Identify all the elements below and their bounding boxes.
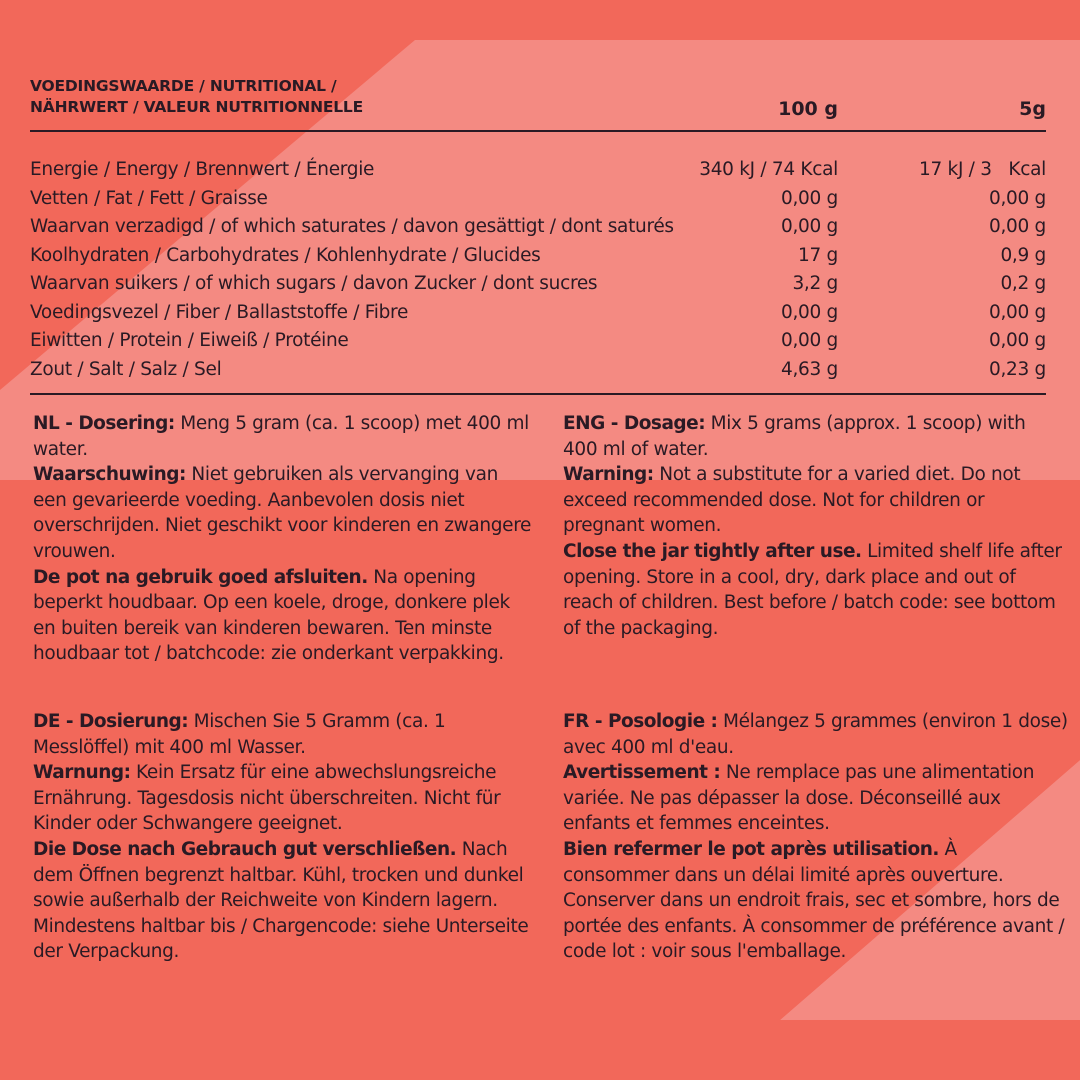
dosage-text: Mix 5 grams (approx. 1 scoop) with 400 ml of water. bbox=[563, 413, 1026, 460]
value-per-100g: 0,00 g bbox=[780, 216, 838, 237]
value-per-5g: 0,00 g bbox=[988, 330, 1046, 351]
value-per-100g: 3,2 g bbox=[792, 273, 838, 294]
column-header-100g: 100 g bbox=[778, 98, 838, 120]
nutrient-label: Voedingsvezel / Fiber / Ballaststoffe / Fibre bbox=[30, 301, 409, 323]
nutrient-label: Koolhydraten / Carbohydrates / Kohlenhydrate / Glucides bbox=[30, 244, 541, 266]
warning-text: Niet gebruiken als vervanging van een gevarieerde voeding. Aanbevolen dosis niet overschrijden. Niet geschikt voor kinderen en zwangere vrouwen. bbox=[33, 464, 532, 562]
dosage-label: NL - Dosering: bbox=[33, 413, 175, 434]
warning-label: Waarschuwing: bbox=[33, 464, 186, 486]
value-per-5g: 0,9 g bbox=[1000, 244, 1046, 266]
warning-text: Ne remplace pas une alimentation variée. Ne pas dépasser la dose. Déconseillé aux enfants et femmes enceintes. bbox=[563, 762, 1035, 835]
table-row bbox=[30, 270, 1046, 299]
value-per-100g: 4,63 g bbox=[780, 358, 838, 380]
instructions-nl bbox=[33, 411, 533, 667]
title-line-2: NÄHRWERT / VALEUR NUTRITIONNELLE bbox=[30, 98, 363, 116]
storage-text: À consommer dans un délai limité après ouverture. Conserver dans un endroit frais, sec et sombre, hors de portée des enfants. À consommer de préférence avant / code lot : voir sous l'emballage. bbox=[563, 838, 1065, 963]
instructions-fr bbox=[563, 709, 1068, 965]
table-row bbox=[30, 156, 1046, 185]
storage-text: Na opening beperkt houdbaar. Op een koele, droge, donkere plek en buiten bereik van kinderen bewaren. Ten minste houdbaar tot / batchcode: zie onderkant verpakking. bbox=[33, 566, 510, 665]
dosage-text: Meng 5 gram (ca. 1 scoop) met 400 ml water. bbox=[33, 413, 529, 460]
storage-paragraph bbox=[33, 837, 533, 965]
nutrient-label: Zout / Salt / Salz / Sel bbox=[30, 358, 222, 380]
storage-label: Close the jar tightly after use. bbox=[563, 540, 862, 562]
value-per-5g: 0,23 g bbox=[988, 358, 1046, 380]
dosage-paragraph bbox=[33, 709, 533, 760]
nutrition-table-title bbox=[30, 76, 363, 118]
nutrition-table bbox=[30, 156, 1046, 384]
warning-text: Not a substitute for a varied diet. Do not exceed recommended dose. Not for children or pregnant women. bbox=[563, 464, 1021, 537]
value-per-100g: 0,00 g bbox=[780, 301, 838, 323]
value-per-5g: 0,00 g bbox=[988, 216, 1046, 237]
dosage-text: Mélangez 5 grammes (environ 1 dose) avec 400 ml d'eau. bbox=[563, 711, 1068, 758]
table-row bbox=[30, 185, 1046, 214]
storage-paragraph bbox=[33, 565, 533, 667]
warning-text: Kein Ersatz für eine abwechslungsreiche Ernährung. Tagesdosis nicht überschreiten. Nicht für Kinder oder Schwangere geeignet. bbox=[33, 762, 501, 835]
dosage-label: ENG - Dosage: bbox=[563, 413, 706, 434]
nutrient-label: Waarvan verzadigd / of which saturates / davon gesättigt / dont saturés bbox=[30, 216, 674, 237]
dosage-label: DE - Dosierung: bbox=[33, 711, 189, 732]
divider bbox=[30, 393, 1046, 395]
value-per-5g: 0,00 g bbox=[988, 187, 1046, 209]
value-per-5g: 0,2 g bbox=[1000, 273, 1046, 294]
storage-label: Die Dose nach Gebrauch gut verschließen. bbox=[33, 838, 457, 860]
warning-paragraph bbox=[33, 760, 533, 837]
column-header-5g: 5g bbox=[1019, 98, 1046, 120]
dosage-text: Mischen Sie 5 Gramm (ca. 1 Messlöffel) mit 400 ml Wasser. bbox=[33, 711, 446, 758]
table-row bbox=[30, 299, 1046, 328]
dosage-paragraph bbox=[563, 411, 1063, 462]
table-row bbox=[30, 356, 1046, 385]
warning-paragraph bbox=[33, 462, 533, 564]
value-per-100g: 0,00 g bbox=[780, 330, 838, 351]
nutrient-label: Eiwitten / Protein / Eiweiß / Protéine bbox=[30, 330, 349, 351]
storage-text: Nach dem Öffnen begrenzt haltbar. Kühl, trocken und dunkel sowie außerhalb der Reichweite von Kindern lagern. Mindestens haltbar bis / Chargencode: siehe Unterseite der Verpackung. bbox=[33, 838, 529, 963]
storage-label: De pot na gebruik goed afsluiten. bbox=[33, 566, 368, 588]
instructions-de bbox=[33, 709, 533, 965]
table-row bbox=[30, 213, 1046, 242]
divider bbox=[30, 130, 1046, 132]
value-per-5g: 17 kJ / 3 Kcal bbox=[919, 159, 1046, 180]
dosage-paragraph bbox=[33, 411, 533, 462]
storage-label: Bien refermer le pot après utilisation. bbox=[563, 838, 939, 860]
dosage-label: FR - Posologie : bbox=[563, 711, 718, 732]
warning-label: Warnung: bbox=[33, 762, 131, 784]
nutrient-label: Waarvan suikers / of which sugars / davon Zucker / dont sucres bbox=[30, 273, 598, 294]
title-line-1: VOEDINGSWAARDE / NUTRITIONAL / bbox=[30, 77, 337, 95]
value-per-5g: 0,00 g bbox=[988, 301, 1046, 323]
nutrition-table-header bbox=[30, 76, 1046, 126]
storage-paragraph bbox=[563, 539, 1063, 641]
warning-paragraph bbox=[563, 760, 1068, 837]
storage-text: Limited shelf life after opening. Store in a cool, dry, dark place and out of reach of children. Best before / batch code: see bottom of the packaging. bbox=[563, 540, 1062, 639]
storage-paragraph bbox=[563, 837, 1068, 965]
table-row bbox=[30, 242, 1046, 271]
nutrient-label: Vetten / Fat / Fett / Graisse bbox=[30, 187, 268, 209]
value-per-100g: 17 g bbox=[798, 244, 838, 266]
warning-label: Warning: bbox=[563, 464, 654, 486]
nutrient-label: Energie / Energy / Brennwert / Énergie bbox=[30, 159, 375, 180]
table-row bbox=[30, 327, 1046, 356]
warning-paragraph bbox=[563, 462, 1063, 539]
value-per-100g: 0,00 g bbox=[780, 187, 838, 209]
dosage-paragraph bbox=[563, 709, 1068, 760]
value-per-100g: 340 kJ / 74 Kcal bbox=[699, 159, 838, 180]
instructions-en bbox=[563, 411, 1063, 641]
warning-label: Avertissement : bbox=[563, 762, 721, 784]
